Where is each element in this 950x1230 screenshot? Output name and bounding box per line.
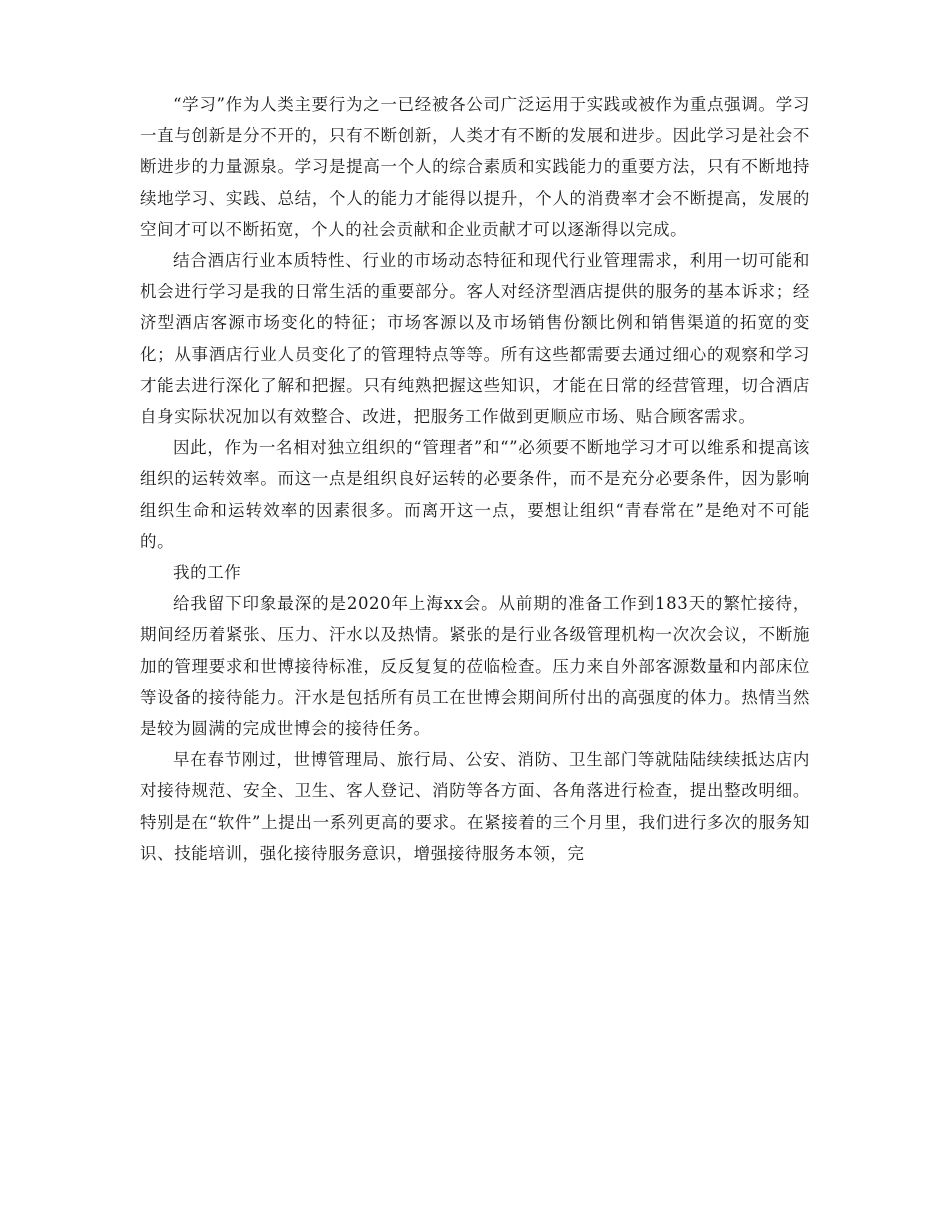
- section-title: 我的工作: [173, 563, 242, 583]
- paragraph-manager-learning: 因此，作为一名相对独立组织的“管理者”和“”必须要不断地学习才可以维系和提高该组织的运转效率。而这一点是组织良好运转的必要条件，而不是充分必要条件，因为影响组织生命和运转效率的因素很多。而离开这一点，要想让组织“青春常在”是绝对不可能的。: [140, 438, 810, 551]
- paragraph-learning-importance: “学习”作为人类主要行为之一已经被各公司广泛运用于实践或被作为重点强调。学习一直与创新是分不开的，只有不断创新，人类才有不断的发展和进步。因此学习是社会不断进步的力量源泉。学习是提高一个人的综合素质和实践能力的重要方法，只有不断地持续地学习、实践、总结，个人的能力才能得以提升，个人的消费率才会不断提高，发展的空间才可以不断拓宽，个人的社会贡献和企业贡献才可以逐渐得以完成。: [140, 95, 810, 239]
- document-body: [140, 89, 810, 869]
- paragraph-expo-preparation: 早在春节刚过，世博管理局、旅行局、公安、消防、卫生部门等就陆陆续续抵达店内对接待规范、安全、卫生、客人登记、消防等各方面、各角落进行检查，提出整改明细。特别是在“软件”上提出一系列更高的要求。在紧接着的三个月里，我们进行多次的服务知识、技能培训，强化接待服务意识，增强接待服务本领，完: [140, 750, 810, 863]
- paragraph-expo-impression: 给我留下印象最深的是2020年上海xx会。从前期的准备工作到183天的繁忙接待，期间经历着紧张、压力、汗水以及热情。紧张的是行业各级管理机构一次次会议，不断施加的管理要求和世博接待标准，反反复复的莅临检查。压力来自外部客源数量和内部床位等设备的接待能力。汗水是包括所有员工在世博会期间所付出的高强度的体力。热情当然是较为圆满的完成世博会的接待任务。: [140, 594, 810, 739]
- paragraph-hotel-industry-learning: 结合酒店行业本质特性、行业的市场动态特征和现代行业管理需求，利用一切可能和机会进行学习是我的日常生活的重要部分。客人对经济型酒店提供的服务的基本诉求；经济型酒店客源市场变化的特征；市场客源以及市场销售份额比例和销售渠道的拓宽的变化；从事酒店行业人员变化了的管理特点等等。所有这些都需要去通过细心的观察和学习才能去进行深化了解和把握。只有纯熟把握这些知识，才能在日常的经营管理，切合酒店自身实际状况加以有效整合、改进，把服务工作做到更顺应市场、贴合顾客需求。: [140, 251, 810, 427]
